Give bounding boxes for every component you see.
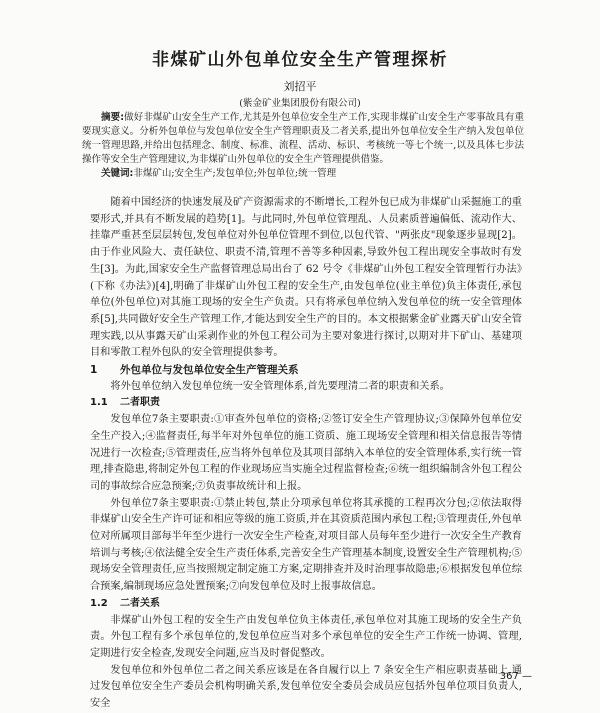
section-1-heading [90,362,522,379]
subsection-1-2-number: 1.2 [90,597,108,609]
section-1-intro: 将外包单位纳入发包单位统一安全管理体系,首先要理清二者的职责和关系。 [110,380,450,392]
subsection-1-1-heading [90,395,522,412]
intro-paragraph: 随着中国经济的快速发展及矿产资源需求的不断增长,工程外包已成为非煤矿山采掘施工的重要形式,并具有不断发展的趋势[1]。与此同时,外包单位管理乱、人员素质普遍偏低、流动作大、挂靠严重甚至层层转包,发包单位对外包单位管理不到位,以包代管、"两张皮"现象逐步显现[2]。由于作业风险大、责任缺位、职责不清,管理不善等多种因素,导致外包工程出现安全事故时有发生[3]。为此,国家安全生产监督管理总局出台了 62 号令《非煤矿山外包工程安全管理暂行办法》(下称《办法》)[4],明确了非煤矿山外包工程的安全生产,由发包单位(业主单位)负主体责任,承包单位(外包单位)对其施工现场的安全生产负责。只有将承包单位纳入发包单位的统一安全管理体系[5],共同做好安全生产管理工作,才能达到安全生产的目的。本文根据紫金矿业露天矿山安全管理实践,以从事露天矿山采剥作业的外包工程公司为主要对象进行探讨,以期对井下矿山、基建项目和零散工程外包队的安全管理提供参考。 [90,197,522,359]
subsection-1-2-paragraph-2: 发包单位和外包单位二者之间关系应该是在各自履行以上 7 条安全生产相应职责基础上,通过发包单位安全生产委员会机构明确关系,发包单位安全委员会成员应包括外包单位项目负责人,安全 [90,664,522,710]
subsection-1-1-paragraph-1: 发包单位7条主要职责:①审查外包单位的资格;②签订安全生产管理协议;③保障外包单位安全生产投入;④监督责任,每半年对外包单位的施工资质、施工现场安全管理和相关信息报告等情况进行一次检查;⑤管理责任,应当将外包单位及其项目部纳入本单位的安全管理体系,实行统一管理,排查隐患,将制定外包工程的作业现场应当实施全过程监督检查;⑥统一组织编制含外包工程公司的事故综合应急预案;⑦负责事故统计和上报。 [90,414,522,492]
page-number: 367 — [499,671,532,682]
subsection-1-1-paragraph-2: 外包单位7条主要职责:①禁止转包,禁止分项承包单位将其承揽的工程再次分包;②依法取得非煤矿山安全生产许可证和相应等级的施工资质,并在其资质范围内承包工程;③管理责任,外包单位对所属项目部每半年至少进行一次安全生产检查,对项目部人员每年至少进行一次安全生产教育培训与考核;④依法健全安全生产责任体系,完善安全生产管理基本制度,设置安全生产管理机构;⑤现场安全管理责任,应当按照规定制定施工方案,定期排查并及时治理事故隐患;⑥根据发包单位综合预案,编制现场应急处置预案;⑦向发包单位及时上报事故信息。 [90,497,522,593]
subsection-1-2-paragraph-1: 非煤矿山外包工程的安全生产由发包单位负主体责任,承包单位对其施工现场的安全生产负责。外包工程有多个承包单位的,发包单位应当对多个承包单位的安全生产工作统一协调、管理,定期进行安全检查,发现安全问题,应当及时督促整改。 [90,614,522,659]
author-name: 刘招平 [283,80,317,93]
body-text [90,195,522,713]
subsection-1-1-number: 1.1 [90,397,108,409]
abstract-text: 做好非煤矿山安全生产工作,尤其是外包单位安全生产工作,实现非煤矿山安全生产零事故具有重要现实意义。分析外包单位与发包单位安全生产管理职责及二者关系,提出外包单位安全生产纳入发包单位统一管理思路,并给出包括理念、制度、标准、流程、活动、标识、考核统一等七个统一,以及具体七步法操作等安全生产管理建议,为非煤矿山外包单位的安全生产管理提供借鉴。 [82,112,524,165]
abstract-block [82,111,524,181]
abstract-label: 摘要: [101,112,125,123]
keywords-paragraph [82,167,524,181]
keywords-text: 非煤矿山;安全生产;发包单位;外包单位;统一管理 [133,168,337,179]
section-1-number: 1 [90,364,98,377]
paper-title: 非煤矿山外包单位安全生产管理探析 [152,50,448,70]
subsection-1-1-title: 二者职责 [120,397,160,409]
section-1-title: 外包单位与发包单位安全生产管理关系 [120,364,299,377]
subsection-1-2-heading [90,596,522,613]
subsection-1-2-title: 二者关系 [120,597,160,609]
affiliation: (紫金矿业集团股份有限公司) [239,98,361,109]
abstract-paragraph [82,111,524,167]
keywords-label: 关键词: [101,168,134,179]
